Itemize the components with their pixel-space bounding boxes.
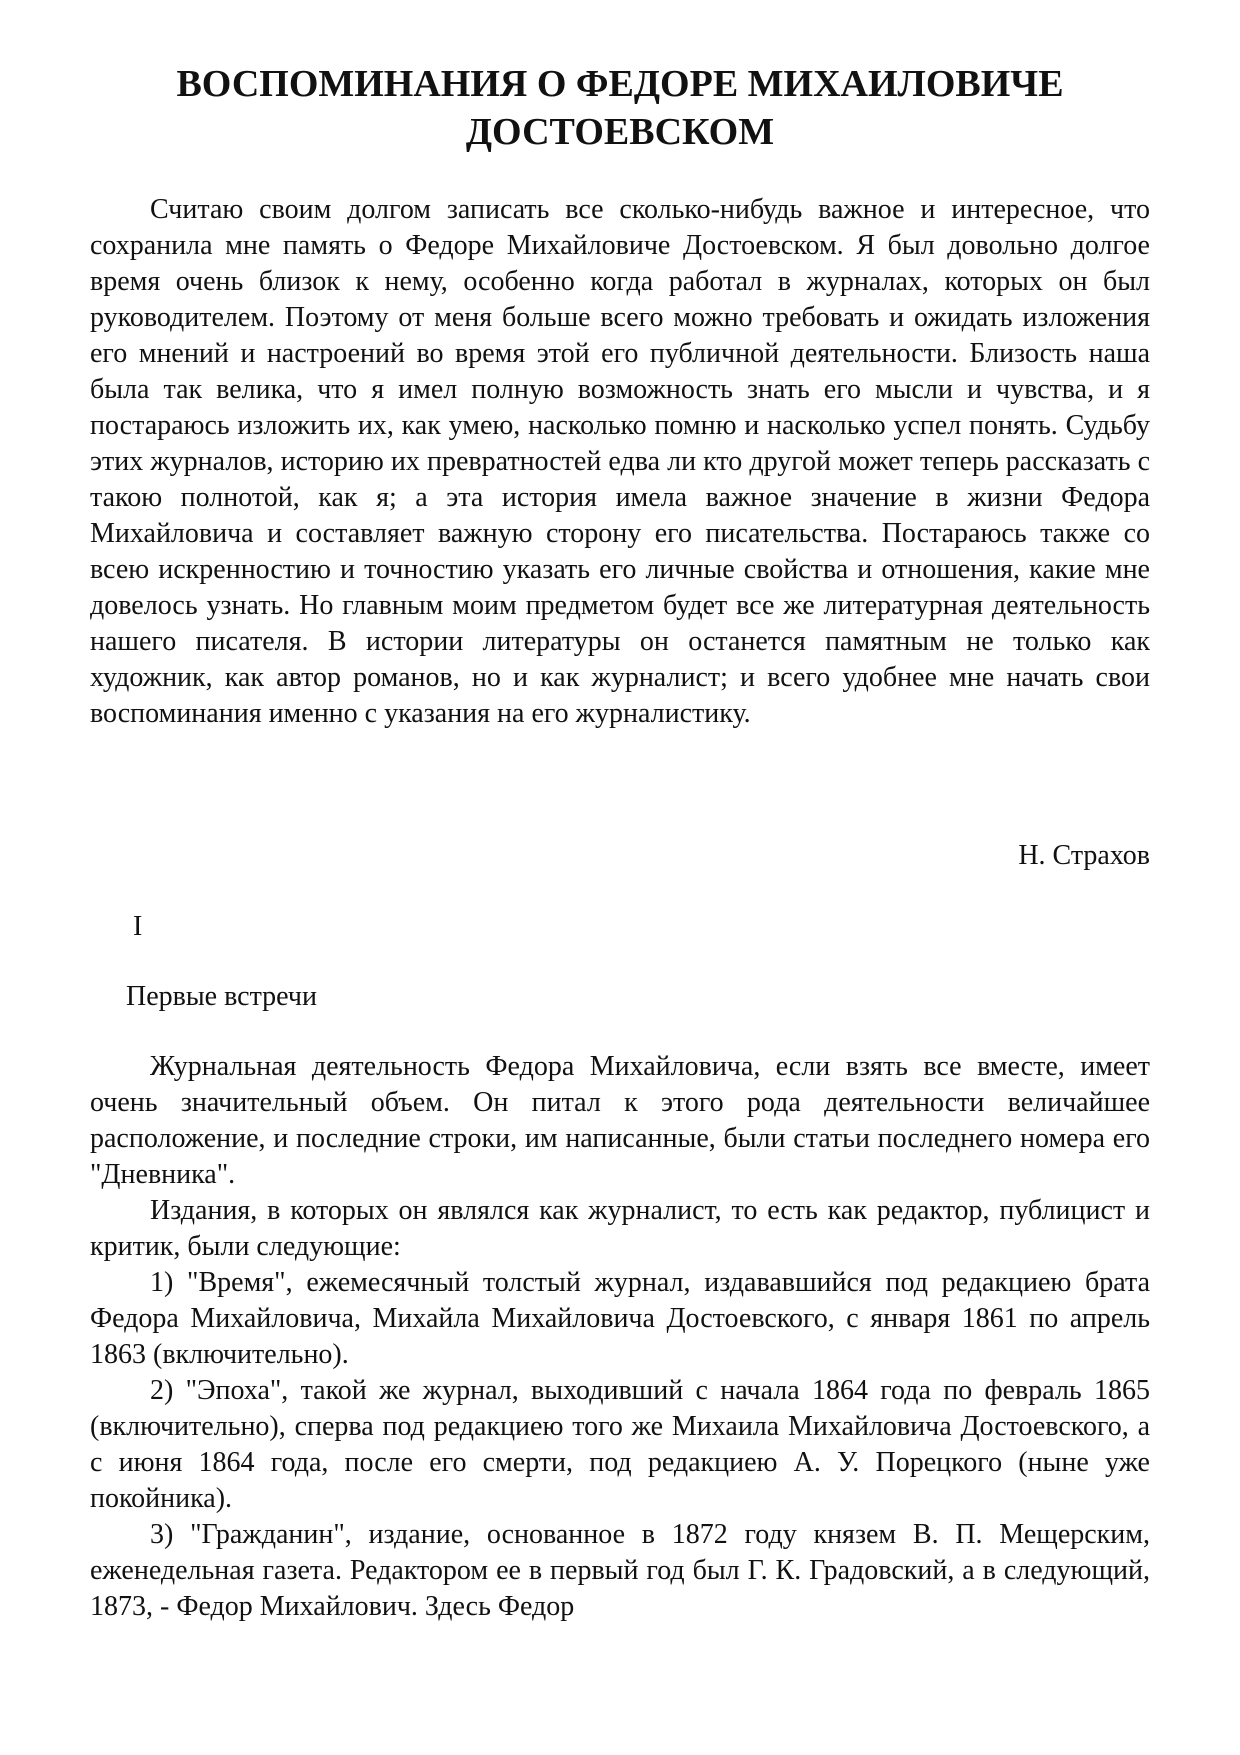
author-signature: Н. Страхов bbox=[1018, 840, 1150, 871]
intro-paragraph: Считаю своим долгом записать все сколько-нибудь важное и интересное, что сохранила мне память о Федоре Михайловиче Достоевском. Я был довольно долгое время очень близок к нему, особенно когда работал в журналах, которых он был руководителем. Поэтому от меня больше всего можно требовать и ожидать изложения его мнений и настроений во время этой его публичной деятельности. Близость наша была так велика, что я имел полную возможность знать его мысли и чувства, и я постараюсь изложить их, как умею, насколько помню и насколько успел понять. Судьбу этих журналов, историю их превратностей едва ли кто другой может теперь рассказать с такою полнотой, как я; а эта история имела важное значение в жизни Федора Михайловича и составляет важную сторону его писательства. Постараюсь также со всею искренностию и точностию указать его личные свойства и отношения, какие мне довелось узнать. Но главным моим предметом будет все же литературная деятельность нашего писателя. В истории литературы он останется памятным не только как художник, как автор романов, но и как журналист; и всего удобнее мне начать свои воспоминания именно с указания на его журналистику. bbox=[90, 194, 1150, 729]
body-paragraph: Издания, в которых он являлся как журналист, то есть как редактор, публицист и критик, были следующие: bbox=[90, 1195, 1150, 1262]
title-line-2: ДОСТОЕВСКОМ bbox=[465, 111, 775, 153]
chapter-title: Первые встречи bbox=[126, 981, 317, 1012]
document-title bbox=[90, 60, 1150, 156]
chapter-number: I bbox=[133, 911, 143, 942]
list-item-paragraph: 3) "Гражданин", издание, основанное в 1872 году князем В. П. Мещерским, еженедельная газета. Редактором ее в первый год был Г. К. Градовский, а в следующий, 1873, - Федор Михайлович. Здесь Федор bbox=[90, 1519, 1150, 1622]
title-line-1: ВОСПОМИНАНИЯ О ФЕДОРЕ МИХАИЛОВИЧЕ bbox=[176, 63, 1064, 105]
list-item-paragraph: 2) "Эпоха", такой же журнал, выходивший с начала 1864 года по февраль 1865 (включительно), сперва под редакциею того же Михаила Михайловича Достоевского, а с июня 1864 года, после его смерти, под редакциею А. У. Порецкого (ныне уже покойника). bbox=[90, 1375, 1150, 1514]
list-item-paragraph: 1) "Время", ежемесячный толстый журнал, издававшийся под редакциею брата Федора Михайловича, Михайла Михайловича Достоевского, с января 1861 по апрель 1863 (включительно). bbox=[90, 1267, 1150, 1370]
body-paragraph: Журнальная деятельность Федора Михайловича, если взять все вместе, имеет очень значительный объем. Он питал к этого рода деятельности величайшее расположение, и последние строки, им написанные, были статьи последнего номера его "Дневника". bbox=[90, 1051, 1150, 1190]
